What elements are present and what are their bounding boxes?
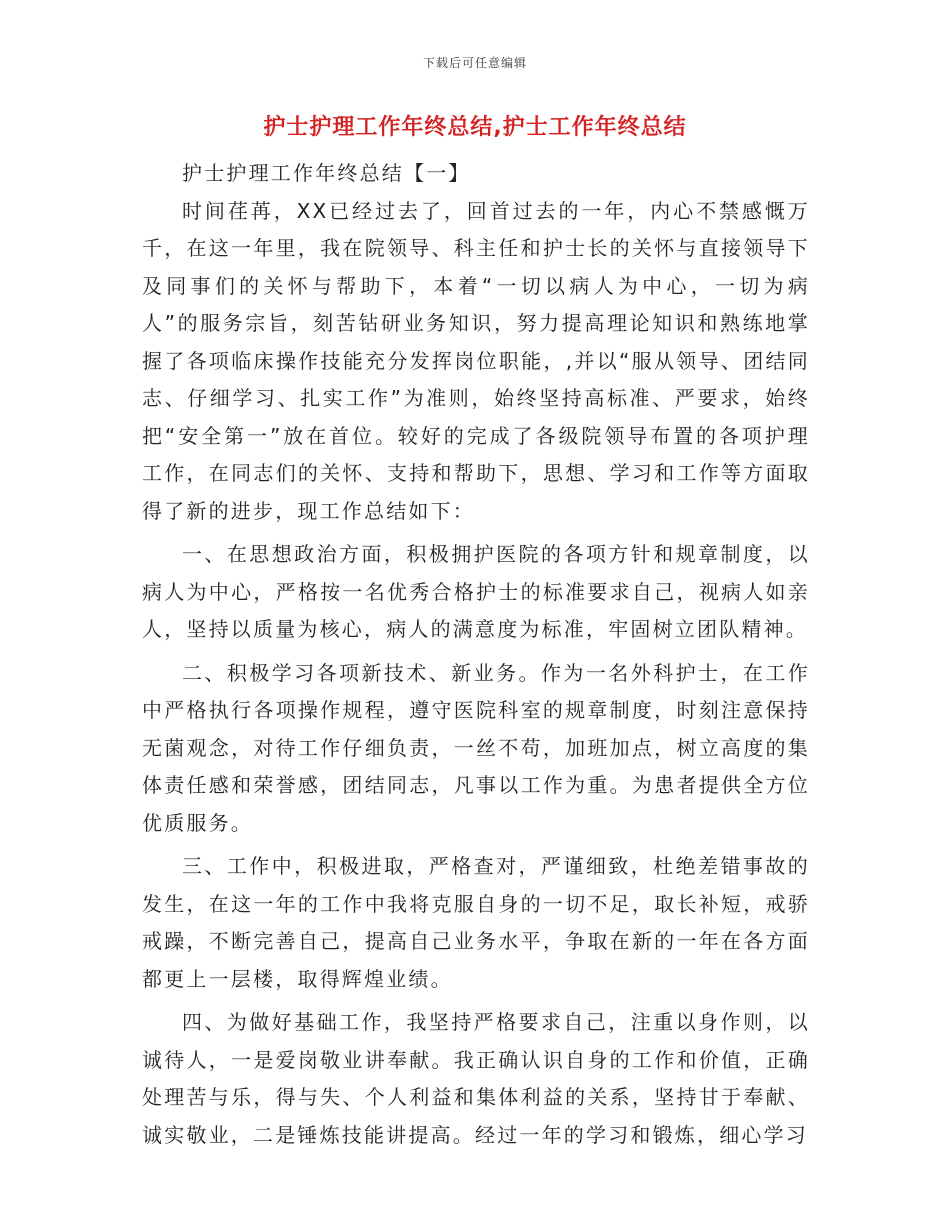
paragraph-intro: 时间荏苒，XX已经过去了，回首过去的一年，内心不禁感慨万千，在这一年里，我在院领导、科主任和护士长的关怀与直接领导下及同事们的关怀与帮助下，本着“一切以病人为中心，一切为病人”的服务宗旨，刻苦钻研业务知识，努力提高理论知识和熟练地掌握了各项临床操作技能充分发挥岗位职能，,并以“服从领导、团结同志、仔细学习、扎实工作”为准则，始终坚持高标准、严要求，始终把“安全第一”放在首位。较好的完成了各级院领导布置的各项护理工作，在同志们的关怀、支持和帮助下，思想、学习和工作等方面取得了新的进步，现工作总结如下： bbox=[142, 198, 810, 523]
section-subtitle: 护士护理工作年终总结【一】 bbox=[182, 161, 471, 185]
paragraph-3: 三、工作中，积极进取，严格查对，严谨细致，杜绝差错事故的发生，在这一年的工作中我将克服自身的一切不足，取长补短，戒骄戒躁，不断完善自己，提高自己业务水平，争取在新的一年在各方面都更上一层楼，取得辉煌业绩。 bbox=[142, 854, 810, 991]
paragraph-2: 二、积极学习各项新技术、新业务。作为一名外科护士，在工作中严格执行各项操作规程，遵守医院科室的规章制度，时刻注意保持无菌观念，对待工作仔细负责，一丝不苟，加班加点，树立高度的集体责任感和荣誉感，团结同志，凡事以工作为重。为患者提供全方位优质服务。 bbox=[142, 660, 810, 835]
document-title: 护士护理工作年终总结,护士工作年终总结 bbox=[263, 115, 687, 140]
document-body bbox=[142, 155, 810, 1154]
paragraph-4: 四、为做好基础工作，我坚持严格要求自己，注重以身作则，以诚待人，一是爱岗敬业讲奉献。我正确认识自身的工作和价值，正确处理苦与乐，得与失、个人利益和集体利益的关系，坚持甘于奉献、诚实敬业，二是锤炼技能讲提高。经过一年的学习和锻炼，细心学习 bbox=[142, 1010, 810, 1147]
header-note: 下载后可任意编辑 bbox=[422, 56, 527, 70]
paragraph-1: 一、在思想政治方面，积极拥护医院的各项方针和规章制度，以病人为中心，严格按一名优秀合格护士的标准要求自己，视病人如亲人，坚持以质量为核心，病人的满意度为标准，牢固树立团队精神。 bbox=[142, 542, 810, 641]
